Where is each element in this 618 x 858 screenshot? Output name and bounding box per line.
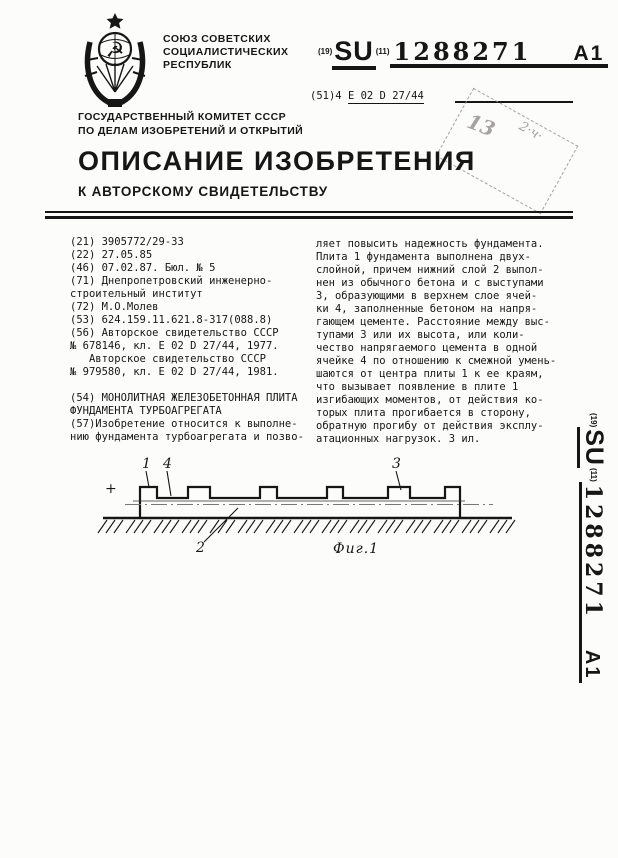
figure-label-3: 3 — [392, 456, 401, 472]
side-country-code: SU — [577, 427, 608, 468]
header-divider — [45, 211, 573, 219]
figure-1-drawing — [95, 452, 520, 587]
hammer-sickle-icon: ☭ — [105, 39, 125, 62]
ground-hatching — [98, 520, 515, 533]
sun-rays — [97, 63, 133, 92]
star-icon — [107, 13, 124, 29]
leader-2 — [204, 508, 238, 542]
side-kind-code: A1 — [581, 649, 603, 680]
publication-number — [318, 36, 608, 67]
doc-number-underline — [390, 37, 609, 68]
abstract-column: ляет повысить надежность фундамента. Плита 1 фундамента выполнена двух- слойной, причем нижний слой 2 выпол- нен из обычного бетона и с выступами 3, образующими в верхнем слое ячей- ки 4, заполненные бетоном на напря- гающем цементе. Расстояние между выс- тупами 3 или их высота, или коли- чество напрягаемого цемента в одной ячейке 4 по отношению к смежной умень- шаются от центра плиты 1 к ее краям, что вызывает появление в плите 1 изгибающих моментов, от действия ко- торых плита прогибается в сторону, обратную прогибу от действия эксплу- атационных нагрузок. 3 ил. — [316, 238, 557, 445]
figure-label-4: 4 — [163, 456, 172, 472]
foundation-plate-profile — [140, 487, 460, 518]
figure-caption: Фиг.1 — [333, 541, 380, 557]
ribbon-knot — [108, 99, 122, 107]
bibliography-column: (21) 3905772/29-33 (22) 27.05.85 (46) 07.02.87. Бюл. № 5 (71) Днепропетровский инженерно- строительный институт (72) М.О.Молев (53) 624.159.11.621.8-317(088.8) (56) Авторское свидетельство СССР № 678146, кл. Е 02 D 27/44, 1977. Авторское свидетельство СССР № 979580, кл. Е 02 D 27/44, 1981. (54) МОНОЛИТНАЯ ЖЕЛЕЗОБЕТОННАЯ ПЛИТА ФУНДАМЕНТА ТУРБОАГРЕГАТА (57)Изобретение относится к выполне- нию фундамента турбоагрегата и позво- — [70, 236, 304, 443]
ussr-coat-of-arms — [79, 12, 151, 108]
side-doc-number-label: (11) — [589, 467, 598, 482]
doc-number-label: (11) — [375, 47, 390, 56]
doc-number: 1288271 — [393, 37, 532, 66]
page-subtitle: К АВТОРСКОМУ СВИДЕТЕЛЬСТВУ — [78, 184, 328, 199]
side-publication-number — [564, 413, 608, 680]
stamp-note-top: 2·ч· — [516, 119, 546, 145]
leader-4 — [167, 471, 171, 496]
country-code-label: (19) — [318, 47, 333, 56]
page-title: ОПИСАНИЕ ИЗОБРЕТЕНИЯ — [78, 146, 476, 176]
stamp-note-number: 13 — [463, 109, 499, 142]
plus-mark: + — [105, 481, 117, 497]
ipc-code: Е 02 D 27/44 — [347, 90, 424, 102]
union-name: СОЮЗ СОВЕТСКИХ СОЦИАЛИСТИЧЕСКИХ РЕСПУБЛИК — [163, 33, 289, 71]
figure-label-2: 2 — [196, 540, 205, 556]
figure-label-1: 1 — [142, 456, 151, 472]
side-doc-number-underline — [579, 482, 606, 683]
committee-name: ГОСУДАРСТВЕННЫЙ КОМИТЕТ СССР ПО ДЕЛАМ ИЗОБРЕТЕНИЙ И ОТКРЫТИЙ — [78, 111, 304, 137]
side-country-code-label: (19) — [589, 413, 598, 428]
leader-1 — [146, 471, 149, 487]
side-doc-number: 1288271 — [580, 484, 606, 620]
ipc-label: (51)4 — [310, 90, 342, 102]
ipc-classification — [310, 90, 424, 102]
kind-code: A1 — [573, 42, 605, 65]
country-code: SU — [332, 36, 376, 70]
